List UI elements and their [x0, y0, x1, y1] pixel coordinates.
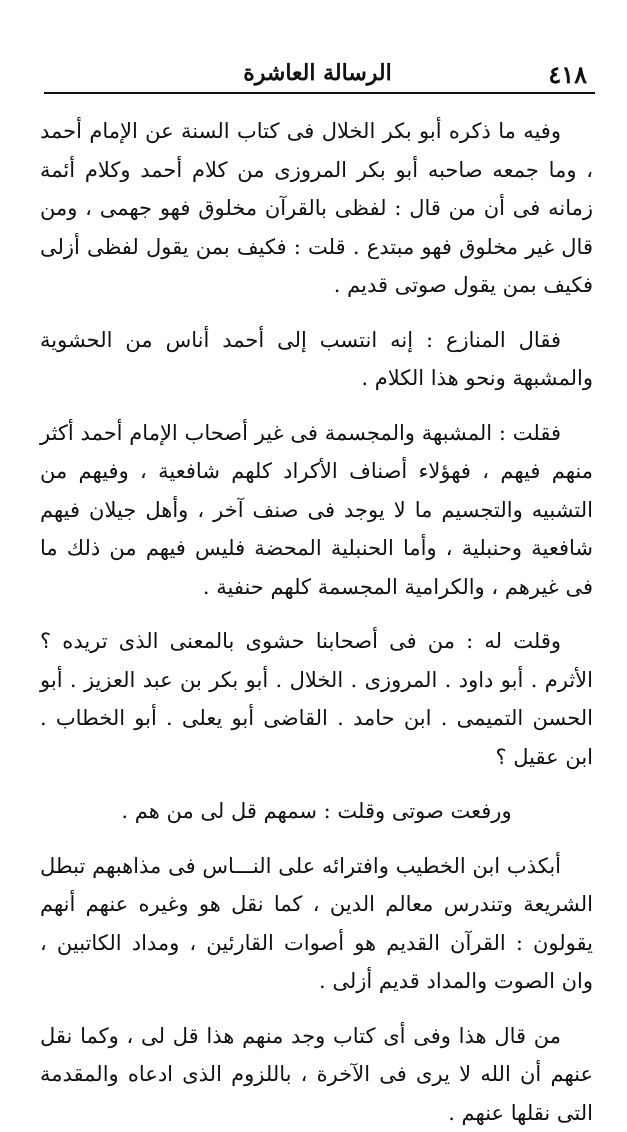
- paragraph: من قال هذا وفى أى كتاب وجد منهم هذا قل لى ، وكما نقل عنهم أن الله لا يرى فى الآخرة ، باللزوم الذى ادعاه والمقدمة التى نقلها عنهم .: [40, 1017, 593, 1132]
- paragraph: أبكذب ابن الخطيب وافترائه على النـــاس فى مذاهبهم تبطل الشريعة وتندرس معالم الدين ، كما نقل هو وغيره عنهم أنهم يقولون : القرآن القديم هو أصوات القارئين ، ومداد الكاتبين ، وان الصوت والمداد قديم أزلى .: [40, 847, 593, 1001]
- paragraph: وفيه ما ذكره أبو بكر الخلال فى كتاب السنة عن الإمام أحمد ، وما جمعه صاحبه أبو بكر المروزى من كلام أحمد وكلام أئمة زمانه فى أن من قال : لفظى بالقرآن مخلوق فهو جهمى ، ومن قال غير مخلوق فهو مبتدع . قلت : فكيف بمن يقول لفظى أزلى فكيف بمن يقول صوتى قديم .: [40, 112, 593, 305]
- running-title: الرسالة العاشرة: [40, 60, 595, 86]
- body-text: [40, 112, 593, 1132]
- paragraph: فقال المنازع : إنه انتسب إلى أحمد أناس من الحشوية والمشبهة ونحو هذا الكلام .: [40, 321, 593, 398]
- page-number: ٤١٨: [548, 60, 587, 89]
- header-rule: [44, 92, 595, 94]
- paragraph: ورفعت صوتى وقلت : سمهم قل لى من هم .: [40, 792, 593, 831]
- page-header: [40, 52, 595, 92]
- paragraph: وقلت له : من فى أصحابنا حشوى بالمعنى الذى تريده ؟ الأثرم . أبو داود . المروزى . الخلال . أبو بكر بن عبد العزيز . أبو الحسن التميمى . ابن حامد . القاضى أبو يعلى . أبو الخطاب . ابن عقيل ؟: [40, 622, 593, 776]
- paragraph: فقلت : المشبهة والمجسمة فى غير أصحاب الإمام أحمد أكثر منهم فيهم ، فهؤلاء أصناف الأكراد كلهم شافعية ، وفيهم من التشبيه والتجسيم ما لا يوجد فى صنف آخر ، وأهل جيلان فيهم شافعية وحنبلية ، وأما الحنبلية المحضة فليس فيهم من ذلك ما فى غيرهم ، والكرامية المجسمة كلهم حنفية .: [40, 414, 593, 607]
